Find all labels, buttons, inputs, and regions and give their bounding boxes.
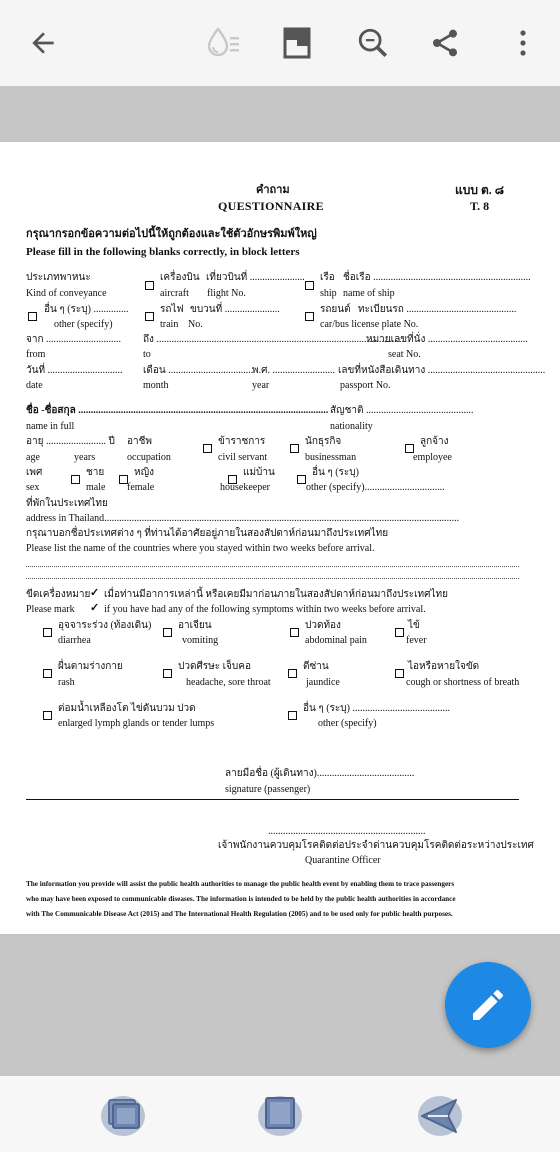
- occupation-label-en: occupation: [127, 452, 171, 463]
- month-field-th: เดือน ..................................: [143, 365, 254, 376]
- countries-label-en: Please list the name of the countries where you stayed within two weeks before arrival.: [26, 543, 375, 554]
- officer-label-en: Quarantine Officer: [305, 855, 381, 866]
- conveyance-label-th: ประเภทพาหนะ: [26, 272, 91, 283]
- reading-mode-icon[interactable]: [200, 20, 246, 66]
- vomiting-th: อาเจียน: [178, 620, 212, 631]
- signature-label-en: signature (passenger): [225, 784, 311, 795]
- fever-th: ไข้: [408, 620, 420, 631]
- headache-en: headache, sore throat: [186, 677, 271, 688]
- top-toolbar: [0, 0, 560, 86]
- other-conveyance-th: อื่น ๆ (ระบุ) ..............: [44, 304, 129, 315]
- officer-signature-line: ...............................................................: [268, 826, 426, 837]
- edit-pencil-icon: [468, 985, 508, 1025]
- occupation-label-th: อาชีพ: [127, 436, 152, 447]
- housekeeper-en: housekeeper: [220, 482, 270, 493]
- seat-label-en: seat No.: [388, 349, 421, 360]
- back-arrow-icon[interactable]: [20, 20, 66, 66]
- name-field-th: ชื่อ -ชื่อสกุล ....................................................................................................: [26, 405, 329, 416]
- search-icon[interactable]: [350, 20, 396, 66]
- vomiting-checkbox[interactable]: [163, 628, 172, 637]
- train-label-th: รถไฟ: [160, 304, 184, 315]
- footer-line-2: who may have been exposed to communicable diseases. The information is intended to be held by the public health authorities in accordance: [26, 895, 456, 903]
- car-label-th: รถยนต์: [320, 304, 351, 315]
- flight-label-en: flight No.: [207, 288, 246, 299]
- address-label-th: ที่พักในประเทศไทย: [26, 498, 108, 509]
- jaundice-en: jaundice: [306, 677, 340, 688]
- mark-label-th: ขีดเครื่องหมาย: [26, 589, 91, 600]
- title-thai: คำถาม: [256, 184, 290, 196]
- train-label-en: train: [160, 319, 179, 330]
- sex-label-th: เพศ: [26, 467, 43, 478]
- civil-servant-th: ข้าราชการ: [218, 436, 266, 447]
- pages-stack-icon[interactable]: [97, 1088, 149, 1140]
- headache-th: ปวดศีรษะ เจ็บคอ: [178, 661, 251, 672]
- male-th: ชาย: [86, 467, 105, 478]
- female-th: หญิง: [134, 467, 154, 478]
- cough-en: cough or shortness of breath: [406, 677, 520, 688]
- train-no-label-en: No.: [188, 319, 203, 330]
- nationality-field-th: สัญชาติ ...........................................: [330, 405, 474, 416]
- name-label-en: name in full: [26, 421, 75, 432]
- to-field-th: ถึง ...................................................................................................: [143, 334, 404, 345]
- from-field-th: จาก ..............................: [26, 334, 122, 345]
- nationality-label-en: nationality: [330, 421, 373, 432]
- signature-field-th: ลายมือชื่อ (ผู้เดินทาง).......................................: [225, 768, 415, 779]
- diarrhea-checkbox[interactable]: [43, 628, 52, 637]
- civil-servant-en: civil servant: [218, 452, 268, 463]
- ship-checkbox[interactable]: [305, 281, 314, 290]
- businessman-th: นักธุรกิจ: [305, 436, 342, 447]
- footer-line-3: with The Communicable Disease Act (2015) and The International Health Regulation (2005) and to be used only for public health purposes.: [26, 910, 453, 918]
- male-en: male: [86, 482, 106, 493]
- more-vert-icon[interactable]: [500, 20, 546, 66]
- to-label-en: to: [143, 349, 151, 360]
- seat-field-th: หมายเลขที่นั่ง ........................................: [366, 334, 528, 345]
- form-code-english: T. 8: [470, 199, 490, 213]
- rash-th: ผื่นตามร่างกาย: [58, 661, 123, 672]
- from-label-en: from: [26, 349, 46, 360]
- countries-label-th: กรุณาบอกชื่อประเทศต่าง ๆ ที่ท่านได้อาศัยอยู่ภายในสองสัปดาห์ก่อนมาถึงประเทศไทย: [26, 528, 389, 539]
- other-symptom-th: อื่น ๆ (ระบุ) .......................................: [303, 703, 450, 714]
- rash-checkbox[interactable]: [43, 669, 52, 678]
- officer-label-th: เจ้าพนักงานควบคุมโรคติดต่อประจำด่านควบคุมโรคติดต่อระหว่างประเทศ: [218, 840, 534, 851]
- footer-line-1: The information you provide will assist the public health authorities to manage the public health event by enabling them to trace passengers: [26, 880, 455, 888]
- other-conveyance-checkbox[interactable]: [28, 312, 37, 321]
- lymph-glands-checkbox[interactable]: [43, 711, 52, 720]
- check-mark-icon: ✓: [90, 587, 100, 599]
- male-checkbox[interactable]: [71, 475, 80, 484]
- check-mark-icon: ✓: [90, 602, 100, 614]
- employee-en: employee: [413, 452, 452, 463]
- send-icon[interactable]: [414, 1088, 466, 1140]
- fever-checkbox[interactable]: [395, 628, 404, 637]
- mark-desc-th: เมื่อท่านมีอาการเหล่านี้ หรือเคยมีมาก่อนภายในสองสัปดาห์ก่อนมาถึงประเทศไทย: [104, 589, 448, 600]
- edit-fab-button[interactable]: [445, 962, 531, 1048]
- title-english: QUESTIONNAIRE: [218, 199, 324, 213]
- document-page: [0, 142, 560, 934]
- diarrhea-th: อุจจาระร่วง (ท้องเดิน): [58, 620, 152, 631]
- countries-line-2[interactable]: [26, 578, 519, 579]
- female-en: female: [127, 482, 155, 493]
- plate-field-th: ทะเบียนรถ ............................................: [358, 304, 517, 315]
- age-field-th: อายุ ........................ ปี: [26, 436, 115, 447]
- abdominal-pain-en: abdominal pain: [305, 635, 367, 646]
- month-label-en: month: [143, 380, 169, 391]
- instruction-english: Please fill in the following blanks correctly, in block letters: [26, 246, 300, 258]
- jaundice-th: ตีซ่าน: [303, 661, 329, 672]
- employee-th: ลูกจ้าง: [420, 436, 449, 447]
- year-field-th: พ.ศ. .........................: [252, 365, 335, 376]
- date-label-en: date: [26, 380, 43, 391]
- cough-checkbox[interactable]: [395, 669, 404, 678]
- train-checkbox[interactable]: [145, 312, 154, 321]
- cough-th: ไอหรือหายใจขัด: [408, 661, 480, 672]
- civil-servant-checkbox[interactable]: [203, 444, 212, 453]
- conveyance-label-en: Kind of conveyance: [26, 288, 107, 299]
- headache-checkbox[interactable]: [163, 669, 172, 678]
- date-field-th: วันที่ ..............................: [26, 365, 123, 376]
- instruction-thai: กรุณากรอกข้อความต่อไปนี้ให้ถูกต้องและใช้ตัวอักษรพิมพ์ใหญ่: [26, 228, 317, 240]
- diarrhea-en: diarrhea: [58, 635, 91, 646]
- other-occupation-en: other (specify)................................: [306, 482, 445, 493]
- age-label-en: age: [26, 452, 40, 463]
- ship-label-th: เรือ: [320, 272, 335, 283]
- ship-name-label-en: name of ship: [343, 288, 395, 299]
- car-label-en: car/bus license plate No.: [320, 319, 419, 330]
- mark-desc-en: if you have had any of the following symptoms within two weeks before arrival.: [104, 604, 426, 615]
- vomiting-en: vomiting: [182, 635, 219, 646]
- other-symptom-checkbox[interactable]: [288, 711, 297, 720]
- businessman-en: businessman: [305, 452, 357, 463]
- aircraft-label-en: aircraft: [160, 288, 189, 299]
- signature-divider: [26, 799, 519, 800]
- train-no-field-th: ขบวนที่ ......................: [190, 304, 280, 315]
- other-symptom-en: other (specify): [318, 718, 377, 729]
- address-field-en: address in Thailand..............................................................................................................................................: [26, 513, 460, 524]
- ship-label-en: ship: [320, 288, 337, 299]
- mark-label-en: Please mark: [26, 604, 75, 615]
- single-page-icon[interactable]: [254, 1088, 306, 1140]
- countries-line-1[interactable]: [26, 566, 519, 567]
- other-conveyance-en: other (specify): [54, 319, 113, 330]
- car-checkbox[interactable]: [305, 312, 314, 321]
- businessman-checkbox[interactable]: [290, 444, 299, 453]
- rash-en: rash: [58, 677, 75, 688]
- bottom-nav: [0, 1076, 560, 1152]
- aircraft-label-th: เครื่องบิน: [160, 272, 200, 283]
- ship-name-field-th: ชื่อเรือ ...............................................................: [343, 272, 531, 283]
- jaundice-checkbox[interactable]: [288, 669, 297, 678]
- abdominal-pain-checkbox[interactable]: [290, 628, 299, 637]
- year-label-en: year: [252, 380, 270, 391]
- bookmark-page-icon[interactable]: [275, 20, 321, 66]
- aircraft-checkbox[interactable]: [145, 281, 154, 290]
- sex-label-en: sex: [26, 482, 40, 493]
- form-code-thai: แบบ ต. ๘: [455, 183, 505, 197]
- abdominal-pain-th: ปวดท้อง: [305, 620, 341, 631]
- passport-field-th: เลขที่หนังสือเดินทาง ...............................................: [338, 365, 546, 376]
- flight-field-th: เที่ยวบินที่ ......................: [206, 272, 305, 283]
- years-label-en: years: [74, 452, 96, 463]
- passport-label-en: passport No.: [340, 380, 391, 391]
- housekeeper-th: แม่บ้าน: [243, 467, 275, 478]
- other-occupation-checkbox[interactable]: [297, 475, 306, 484]
- share-icon[interactable]: [422, 20, 468, 66]
- other-occupation-th: อื่น ๆ (ระบุ): [312, 467, 359, 478]
- fever-en: fever: [406, 635, 427, 646]
- lymph-glands-en: enlarged lymph glands or tender lumps: [58, 718, 215, 729]
- lymph-glands-th: ต่อมน้ำเหลืองโต ไข่ดันบวม ปวด: [58, 703, 196, 714]
